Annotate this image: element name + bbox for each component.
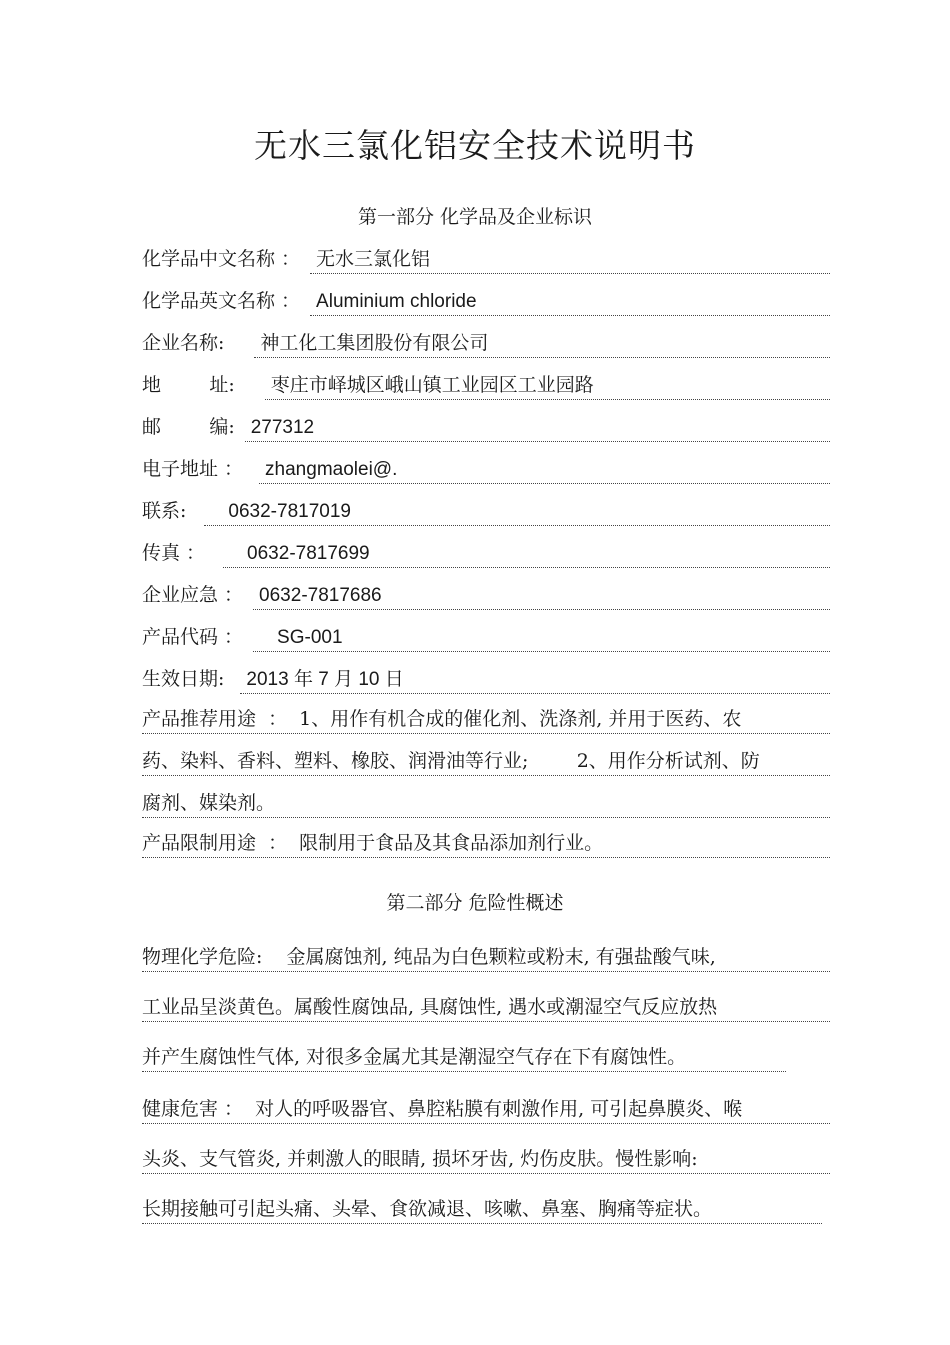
field-label: 地 址: xyxy=(142,374,235,396)
field-value: 枣庄市峄城区峨山镇工业园区工业园路 xyxy=(265,370,830,400)
physical-hazard-line-3: 并产生腐蚀性气体, 对很多金属尤其是潮湿空气存在下有腐蚀性。 xyxy=(142,1042,786,1072)
document-title: 无水三氯化铝安全技术说明书 xyxy=(254,126,696,165)
field-value: 0632-7817686 xyxy=(253,585,830,610)
field-postcode xyxy=(142,412,830,442)
field-label: 化学品英文名称 ： xyxy=(142,290,301,312)
field-label: 企业名称: xyxy=(142,332,225,354)
field-address xyxy=(142,370,830,400)
field-value: SG-001 xyxy=(253,627,830,652)
field-value: 2013 年 7 月 10 日 xyxy=(240,664,830,694)
field-effective-date xyxy=(142,664,830,694)
field-emergency xyxy=(142,580,830,610)
field-company-name xyxy=(142,328,830,358)
field-label: 化学品中文名称 ： xyxy=(142,248,301,270)
field-english-name xyxy=(142,286,830,316)
restricted-use-line: 产品限制用途 ： 限制用于食品及其食品添加剂行业。 xyxy=(142,828,830,858)
recommended-use-line-1: 产品推荐用途 ： 1、用作有机合成的催化剂、洗涤剂, 并用于医药、农 xyxy=(142,704,830,734)
physical-hazard-line-1: 物理化学危险: 金属腐蚀剂, 纯品为白色颗粒或粉末, 有强盐酸气味, xyxy=(142,942,830,972)
health-hazard-line-1: 健康危害 ： 对人的呼吸器官、鼻腔粘膜有刺激作用, 可引起鼻膜炎、喉 xyxy=(142,1094,830,1124)
field-value: 0632-7817019 xyxy=(204,501,830,526)
section-heading-part1: 第一部分 化学品及企业标识 xyxy=(357,206,593,228)
field-fax xyxy=(142,538,830,568)
field-label: 联系: xyxy=(142,500,187,522)
health-hazard-line-3: 长期接触可引起头痛、头晕、食欲减退、咳嗽、鼻塞、胸痛等症状。 xyxy=(142,1194,822,1224)
physical-hazard-line-2: 工业品呈淡黄色。属酸性腐蚀品, 具腐蚀性, 遇水或潮湿空气反应放热 xyxy=(142,992,830,1022)
field-value: 0632-7817699 xyxy=(223,543,830,568)
field-label: 生效日期: xyxy=(142,668,225,690)
field-label: 电子地址 ： xyxy=(142,458,244,480)
field-label: 传真 ： xyxy=(142,542,206,564)
field-value: Aluminium chloride xyxy=(310,291,830,316)
field-label: 企业应急 ： xyxy=(142,584,244,606)
field-value: zhangmaolei@. xyxy=(259,459,830,484)
field-label: 产品代码 ： xyxy=(142,626,244,648)
recommended-use-line-2: 药、染料、香料、塑料、橡胶、润滑油等行业; 2、用作分析试剂、防 xyxy=(142,746,830,776)
field-label: 邮 编: xyxy=(142,416,235,438)
field-email xyxy=(142,454,830,484)
field-value: 277312 xyxy=(245,417,830,442)
field-product-code xyxy=(142,622,830,652)
field-value: 神工化工集团股份有限公司 xyxy=(254,328,830,358)
field-contact xyxy=(142,496,830,526)
field-chinese-name xyxy=(142,244,830,274)
health-hazard-line-2: 头炎、支气管炎, 并刺激人的眼睛, 损坏牙齿, 灼伤皮肤。慢性影响: xyxy=(142,1144,830,1174)
section-heading-part2: 第二部分 危险性概述 xyxy=(386,892,564,914)
recommended-use-line-3: 腐剂、媒染剂。 xyxy=(142,788,830,818)
field-value: 无水三氯化铝 xyxy=(310,244,830,274)
